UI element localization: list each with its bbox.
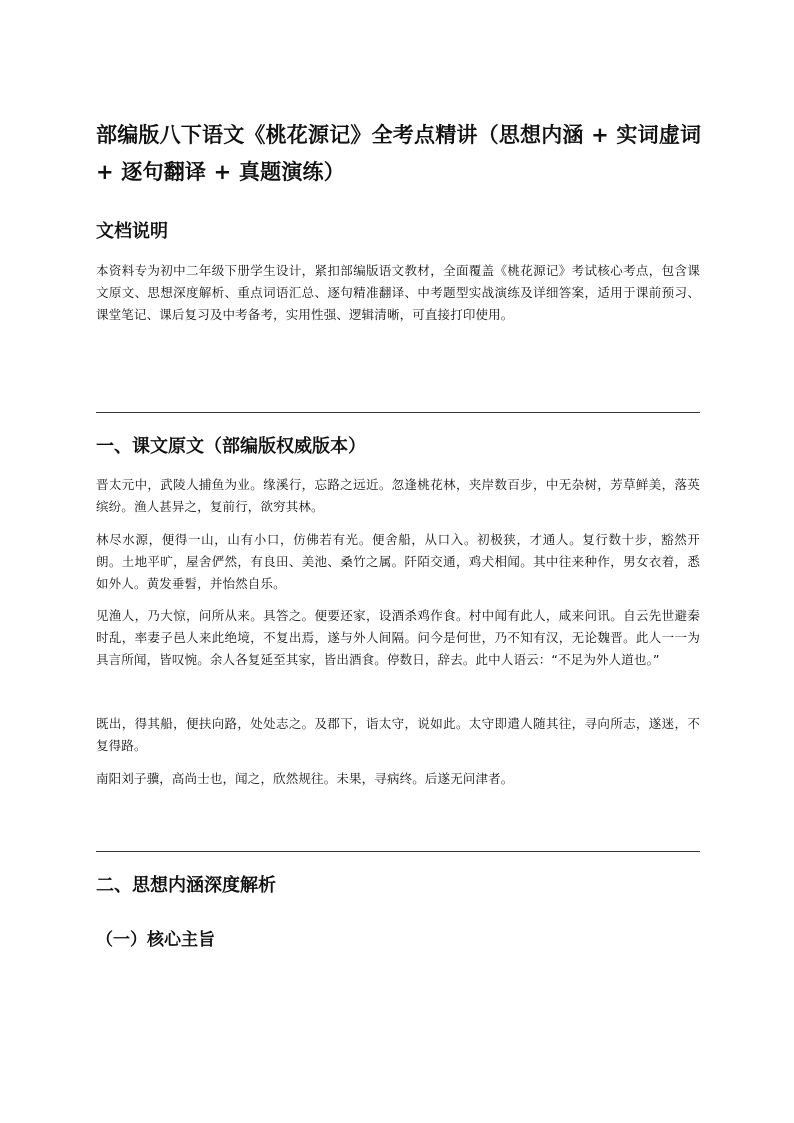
section-divider	[96, 851, 700, 852]
text-paragraph: 南阳刘子骥，高尚士也，闻之，欣然规往。未果，寻病终。后遂无问津者。	[96, 771, 514, 786]
section-2-heading: 二、思想内涵深度解析	[96, 875, 276, 896]
section-1-heading: 一、课文原文（部编版权威版本）	[96, 436, 366, 457]
text-paragraph: 既出，得其船，便扶向路，处处志之。及郡下，诣太守，说如此。太守即遣人随其往，寻向所志，遂迷，不复得路。	[96, 716, 700, 753]
text-paragraph: 林尽水源，便得一山，山有小口，仿佛若有光。便舍船，从口入。初极狭，才通人。复行数十步，豁然开朗。土地平旷，屋舍俨然，有良田、美池、桑竹之属。阡陌交通，鸡犬相闻。其中往来种作，男女衣着，悉如外人。黄发垂髫，并怡然自乐。	[96, 532, 700, 591]
intro-paragraph: 本资料专为初中二年级下册学生设计，紧扣部编版语文教材，全面覆盖《桃花源记》考试核心考点，包含课文原文、思想深度解析、重点词语汇总、逐句精准翻译、中考题型实战演练及详细答案，适用于课前预习、课堂笔记、课后复习及中考备考，实用性强、逻辑清晰，可直接打印使用。	[96, 263, 700, 322]
text-paragraph: 晋太元中，武陵人捕鱼为业。缘溪行，忘路之远近。忽逢桃花林，夹岸数百步，中无杂树，芳草鲜美，落英缤纷。渔人甚异之，复前行，欲穷其林。	[96, 477, 700, 514]
text-paragraph: 见渔人，乃大惊，问所从来。具答之。便要还家，设酒杀鸡作食。村中闻有此人，咸来问讯。自云先世避秦时乱，率妻子邑人来此绝境，不复出焉，遂与外人间隔。问今是何世，乃不知有汉，无论魏晋。此人一一为具言所闻，皆叹惋。余人各复延至其家，皆出酒食。停数日，辞去。此中人语云：“不足为外人道也。”	[96, 608, 700, 667]
section-2-subheading: （一）核心主旨	[96, 930, 215, 950]
section-divider	[96, 412, 700, 413]
document-title: 部编版八下语文《桃花源记》全考点精讲（思想内涵 + 实词虚词 + 逐句翻译 + 真题演练）	[96, 123, 702, 184]
intro-heading: 文档说明	[96, 221, 168, 242]
